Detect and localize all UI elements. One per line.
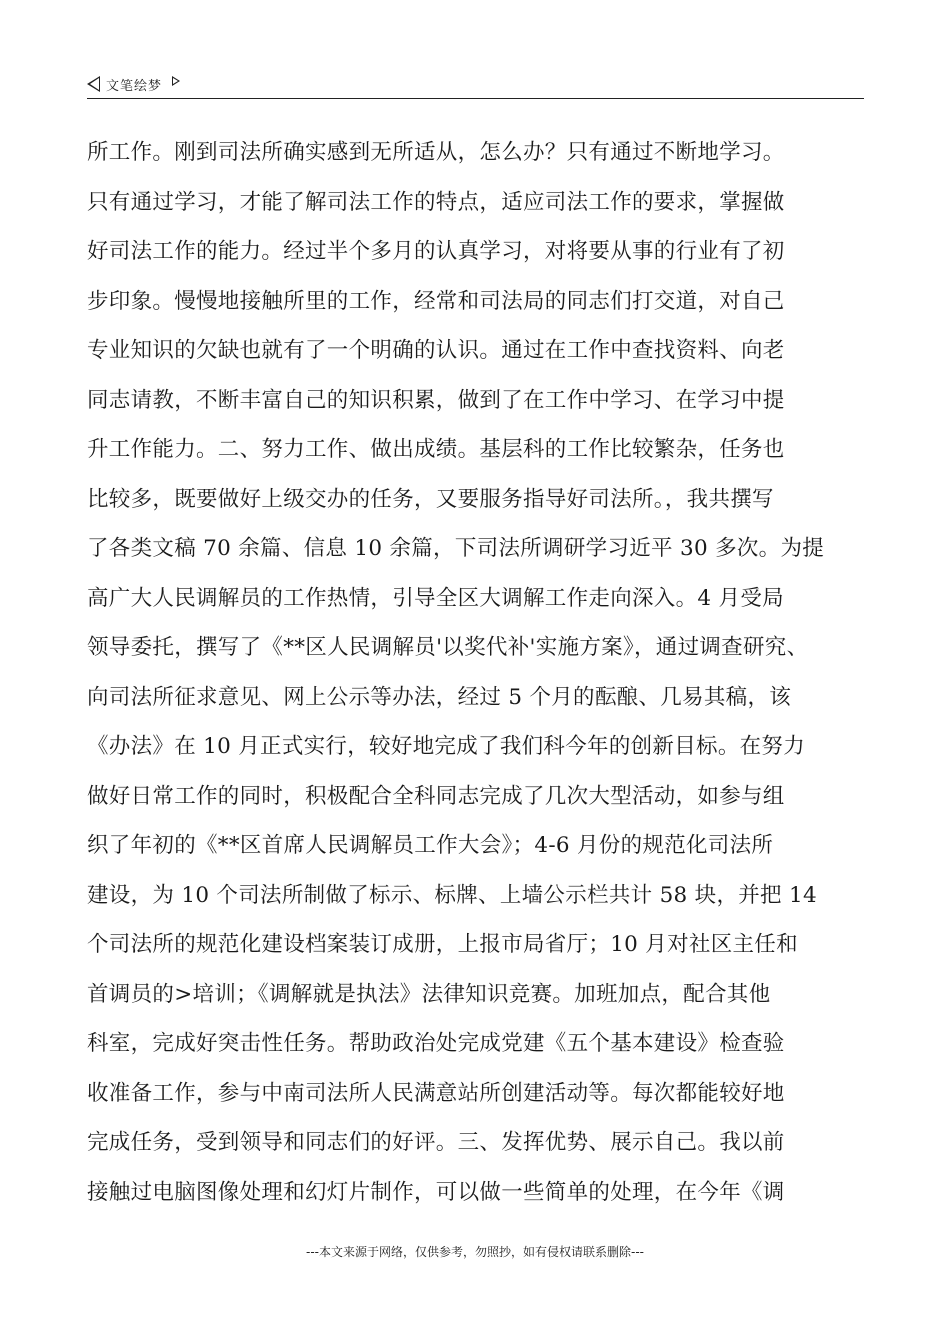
text-line: 领导委托，撰写了《**区人民调解员'以奖代补'实施方案》，通过调查研究、 [87, 635, 809, 660]
text-line: 个司法所的规范化建设档案装订成册，上报市局省厅；10 月对社区主任和 [87, 932, 798, 957]
body-text [87, 128, 877, 1217]
text-line: 接触过电脑图像处理和幻灯片制作，可以做一些简单的处理，在今年《调 [87, 1179, 785, 1205]
text-line: 好司法工作的能力。经过半个多月的认真学习，对将要从事的行业有了初 [87, 239, 785, 264]
text-line: 建设，为 10 个司法所制做了标示、标牌、上墙公示栏共计 58 块，并把 14 [87, 882, 817, 908]
text-line: 比较多，既要做好上级交办的任务，又要服务指导好司法所。，我共撰写 [87, 486, 774, 512]
text-line: 所工作。刚到司法所确实感到无所适从，怎么办？只有通过不断地学习。 [87, 140, 785, 165]
text-line: 升工作能力。二、努力工作、做出成绩。基层科的工作比较繁杂，任务也 [87, 437, 785, 462]
text-line: 首调员的>培训；《调解就是执法》法律知识竞赛。加班加点，配合其他 [87, 981, 771, 1007]
right-triangle-icon [172, 76, 180, 86]
text-line: 了各类文稿 70 余篇、信息 10 余篇，下司法所调研学习近平 30 多次。为提 [87, 536, 825, 561]
text-line: 科室，完成好突击性任务。帮助政治处完成党建《五个基本建设》检查验 [87, 1031, 785, 1056]
text-line: 专业知识的欠缺也就有了一个明确的认识。通过在工作中查找资料、向老 [87, 338, 785, 363]
text-line: 收准备工作，参与中南司法所人民满意站所创建活动等。每次都能较好地 [87, 1080, 785, 1106]
text-line: 只有通过学习，才能了解司法工作的特点，适应司法工作的要求，掌握做 [87, 189, 785, 215]
text-line: 同志请教，不断丰富自己的知识积累，做到了在工作中学习、在学习中提 [87, 387, 785, 413]
page-footer: ---本文来源于网络，仅供参考，勿照抄，如有侵权请联系删除--- [306, 1245, 644, 1259]
text-line: 织了年初的《**区首席人民调解员工作大会》；4-6 月份的规范化司法所 [87, 833, 774, 858]
text-line: 步印象。慢慢地接触所里的工作，经常和司法局的同志们打交道，对自己 [87, 288, 785, 314]
text-line: 《办法》在 10 月正式实行，较好地完成了我们科今年的创新目标。在努力 [87, 734, 806, 759]
text-line: 完成任务，受到领导和同志们的好评。三、发挥优势、展示自己。我以前 [87, 1130, 785, 1155]
left-triangle-icon [87, 76, 100, 92]
text-line: 高广大人民调解员的工作热情，引导全区大调解工作走向深入。4 月受局 [87, 585, 784, 611]
text-line: 向司法所征求意见、网上公示等办法，经过 5 个月的酝酿、几易其稿，该 [87, 684, 792, 710]
text-line: 做好日常工作的同时，积极配合全科同志完成了几次大型活动，如参与组 [87, 783, 785, 809]
page-header [87, 70, 864, 99]
header-brand: 文笔绘梦 [106, 78, 163, 94]
